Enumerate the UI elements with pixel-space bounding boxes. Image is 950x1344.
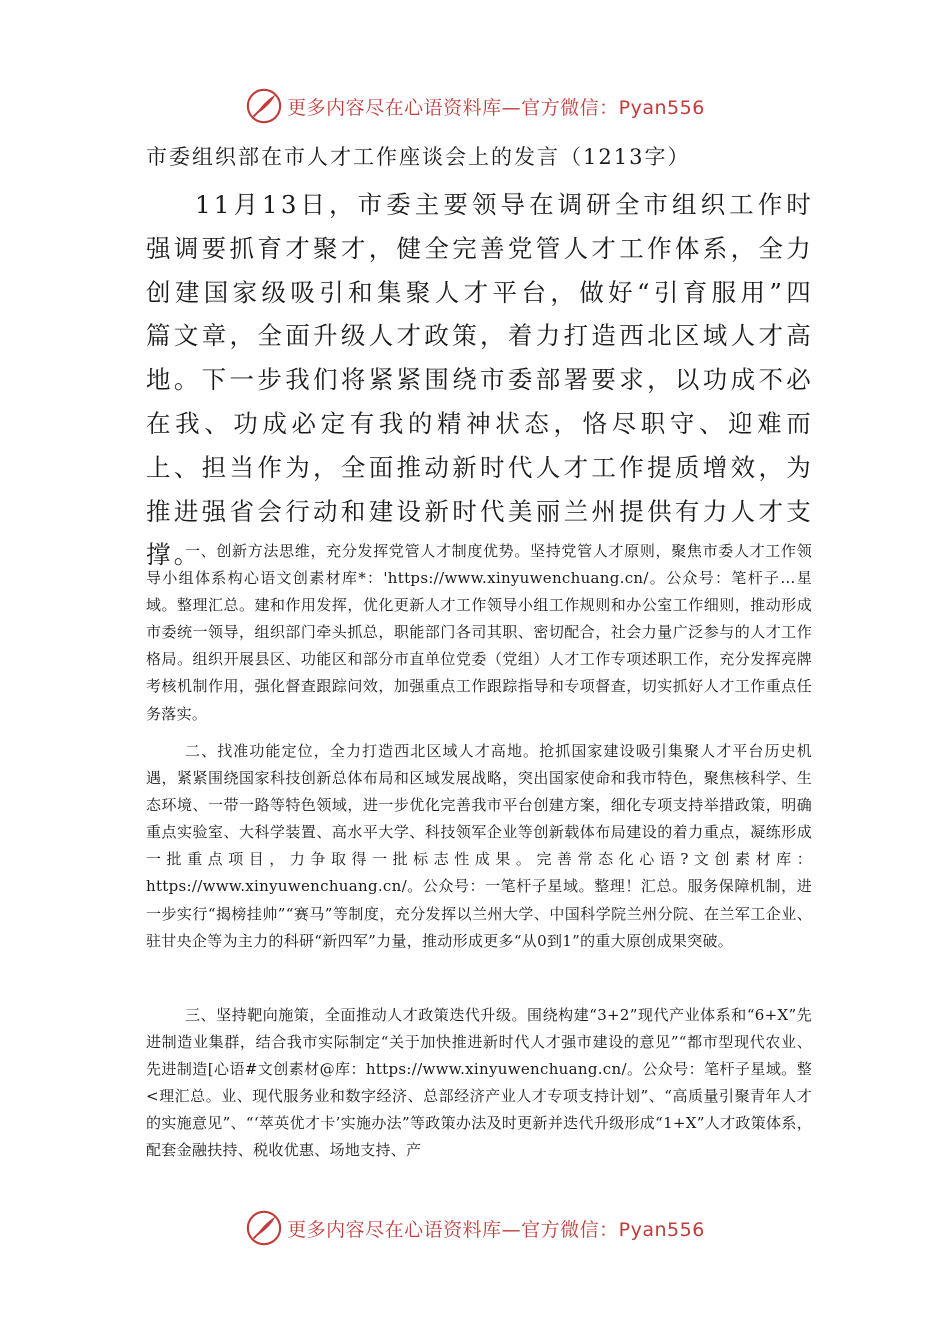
section-paragraph-3: 三、坚持靶向施策，全面推动人才政策迭代升级。围绕构建“3+2”现代产业体系和“6+X”先进制造业集群，结合我市实际制定“关于加快推进新时代人才强市建设的意见”“都市型现代农业、先进制造[心语#文创素材@库：https://www.xinyuwenchuang.cn/。公众号：笔杆子星域。整<理汇总。业、现代服务业和数字经济、总部经济产业人才专项支持计划”、“高质量引聚青年人才的实施意见”、“‘萃英优才卡’实施办法”等政策办法及时更新并迭代升级形成“1+X”人才政策体系，配套金融扶持、税收优惠、场地支持、产: [146, 1006, 812, 1160]
header-banner: [0, 84, 950, 128]
feather-pen-logo-icon: [245, 87, 283, 125]
wechat-id: Pyan556: [618, 1218, 705, 1241]
section-paragraph-2: 二、找准功能定位，全力打造西北区域人才高地。抢抓国家建设吸引集聚人才平台历史机遇，紧紧围绕国家科技创新总体布局和区域发展战略，突出国家使命和我市特色，聚焦核科学、生态环境、一带一路等特色领域，进一步优化完善我市平台创建方案，细化专项支持举措政策，明确重点实验室、大科学装置、高水平大学、科技领军企业等创新载体布局建设的着力重点，凝练形成一批重点项目，力争取得一批标志性成果。完善常态化心语?文创素材库：https://www.xinyuwenchuang.cn/。公众号：一笔杆子星域。整理！汇总。服务保障机制，进一步实行“揭榜挂帅”“赛马”等制度，充分发挥以兰州大学、中国科学院兰州分院、在兰军工企业、驻甘央企等为主力的科研“新四军”力量，推动形成更多“从0到1”的重大原创成果突破。: [146, 742, 812, 950]
banner-text: 更多内容尽在心语资料库—官方微信：Pyan556: [287, 1218, 705, 1241]
intro-paragraph: 11月13日，市委主要领导在调研全市组织工作时强调要抓育才聚才，健全完善党管人才工作体系，全力创建国家级吸引和集聚人才平台，做好“引育服用”四篇文章，全面升级人才政策，着力打造西北区域人才高地。下一步我们将紧紧围绕市委部署要求，以功成不必在我、功成必定有我的精神状态，恪尽职守、迎难而上、担当作为，全面推动新时代人才工作提质增效，为推进强省会行动和建设新时代美丽兰州提供有力人才支撑。: [146, 190, 814, 570]
section-paragraph-1: 一、创新方法思维，充分发挥党管人才制度优势。坚持党管人才原则，聚焦市委人才工作领导小组体系构心语文创素材库*：'https://www.xinyuwenchuang.cn/。公众号：笔杆子…星域。整理汇总。建和作用发挥，优化更新人才工作领导小组工作规则和办公室工作细则，推动形成市委统一领导，组织部门牵头抓总，职能部门各司其职、密切配合，社会力量广泛参与的人才工作格局。组织开展县区、功能区和部分市直单位党委（党组）人才工作专项述职工作，充分发挥亮牌考核机制作用，强化督查跟踪问效，加强重点工作跟踪指导和专项督查，切实抓好人才工作重点任务落实。: [146, 542, 812, 723]
document-title: 市委组织部在市人才工作座谈会上的发言（1213字）: [146, 145, 691, 169]
footer-banner: [0, 1206, 950, 1250]
banner-text: 更多内容尽在心语资料库—官方微信：Pyan556: [287, 96, 705, 119]
wechat-id: Pyan556: [618, 96, 705, 119]
feather-pen-logo-icon: [245, 1209, 283, 1247]
